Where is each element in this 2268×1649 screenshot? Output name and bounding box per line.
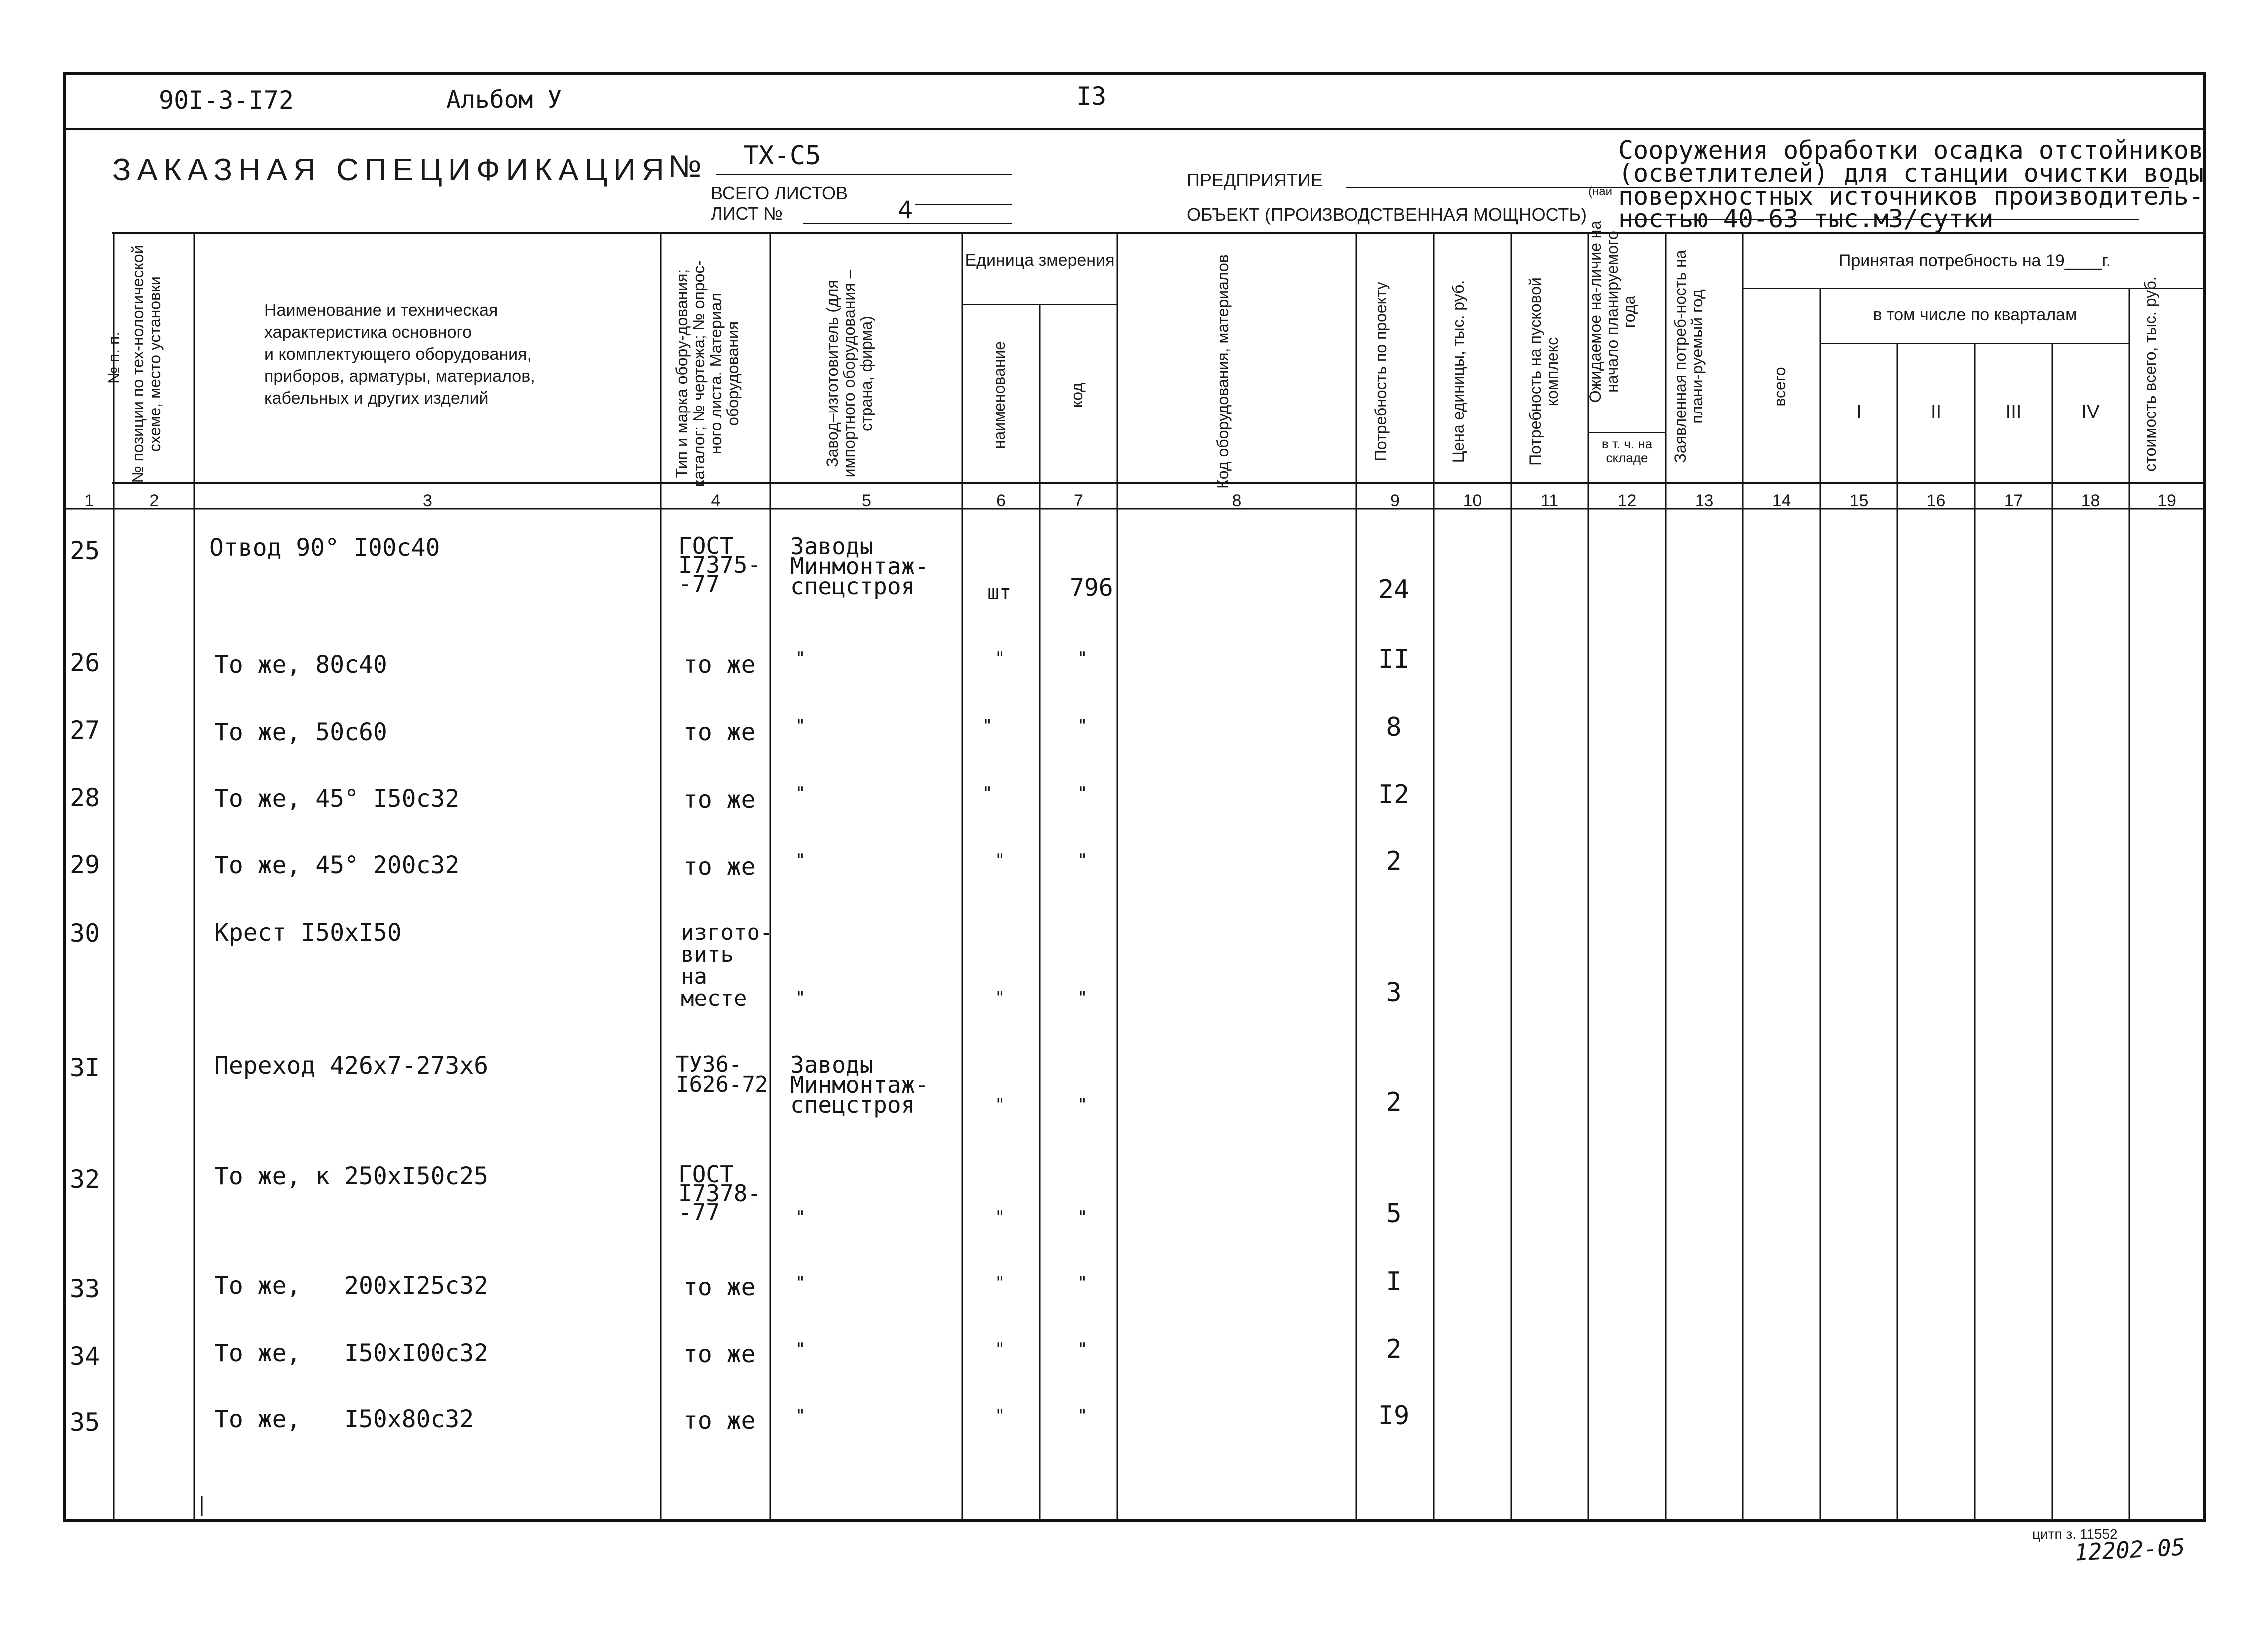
item-type: то же bbox=[683, 853, 756, 881]
col-header-3-line-3: и комплектующего оборудования, bbox=[264, 345, 532, 364]
row-number: 25 bbox=[70, 536, 100, 565]
item-type: ТУ36- I626-72 bbox=[676, 1052, 768, 1097]
item-type: то же bbox=[683, 786, 756, 814]
item-type: то же bbox=[683, 1273, 756, 1301]
quarter-2-header: II bbox=[1930, 402, 1942, 422]
item-maker: " bbox=[795, 1406, 806, 1426]
form-title: ЗАКАЗНАЯ СПЕЦИФИКАЦИЯ bbox=[112, 153, 670, 187]
document-code: 90I-3-I72 bbox=[159, 86, 294, 115]
column-number: 19 bbox=[2157, 491, 2176, 510]
page-number: I3 bbox=[1076, 82, 1107, 111]
row-number: 35 bbox=[70, 1408, 100, 1437]
item-maker: Заводы Минмонтаж- спецстроя bbox=[790, 1051, 929, 1118]
column-number: 15 bbox=[1849, 491, 1869, 510]
footer-stamp: цитп з. 11552 bbox=[2032, 1526, 2118, 1542]
number-sign: № bbox=[668, 149, 702, 184]
item-name: Крест I50хI50 bbox=[214, 919, 402, 947]
item-unit-code: " bbox=[1077, 1273, 1088, 1293]
item-maker: " bbox=[795, 1207, 806, 1227]
item-unit: " bbox=[982, 783, 993, 803]
item-unit-code: " bbox=[1077, 1095, 1088, 1115]
item-quantity: I2 bbox=[1378, 780, 1410, 810]
row-number: 28 bbox=[70, 783, 100, 812]
accepted-need-header: Принятая потребность на 19____г. bbox=[1838, 251, 2111, 270]
item-type: ГОСТ I7378- -77 bbox=[678, 1161, 761, 1226]
column-number: 6 bbox=[996, 491, 1006, 510]
col-header-1: № п. п. bbox=[105, 331, 123, 384]
col-header-3-line-2: характеристика основного bbox=[264, 323, 472, 342]
column-number: 13 bbox=[1695, 491, 1714, 510]
item-unit-code: " bbox=[1077, 988, 1088, 1008]
item-unit: " bbox=[995, 850, 1005, 870]
column-number: 16 bbox=[1926, 491, 1946, 510]
item-quantity: 2 bbox=[1386, 1087, 1402, 1117]
row-number: 3I bbox=[70, 1053, 100, 1082]
item-unit-code: " bbox=[1077, 850, 1088, 870]
item-maker: " bbox=[795, 783, 806, 803]
item-quantity: 2 bbox=[1386, 846, 1402, 876]
row-number: 33 bbox=[70, 1274, 100, 1303]
quarter-3-header: III bbox=[2005, 402, 2022, 422]
item-maker: " bbox=[795, 850, 806, 870]
item-unit-code: " bbox=[1077, 716, 1088, 736]
item-quantity: 3 bbox=[1386, 978, 1402, 1008]
row-number: 32 bbox=[70, 1165, 100, 1194]
item-unit-code: " bbox=[1077, 1207, 1088, 1227]
col-header-12: Ожидаемое на-личие на начало планируемого года bbox=[1586, 220, 1638, 403]
object-label: ОБЪЕКТ (ПРОИЗВОДСТВЕННАЯ МОЩНОСТЬ) bbox=[1187, 205, 1587, 225]
sheet-number-label: ЛИСТ № bbox=[711, 204, 783, 224]
col-header-3-line-4: приборов, арматуры, материалов, bbox=[264, 367, 535, 386]
sheet-number: 4 bbox=[898, 196, 913, 224]
item-type: то же bbox=[683, 651, 756, 679]
column-number: 18 bbox=[2081, 491, 2100, 510]
col-header-9: Потребность по проекту bbox=[1372, 281, 1390, 462]
col-header-2: № позиции по тех-нологической схеме, место установки bbox=[129, 245, 164, 483]
item-name: Отвод 90° I00с40 bbox=[209, 534, 440, 562]
item-maker: " bbox=[795, 1273, 806, 1293]
row-number: 26 bbox=[70, 648, 100, 677]
col-header-7: код bbox=[1068, 382, 1086, 408]
unit-group-header: Единица змерения bbox=[965, 251, 1115, 270]
col-header-5: Завод–изготовитель (для импортного оборудования –страна, фирма) bbox=[823, 269, 875, 478]
item-type: изгото- вить на месте bbox=[681, 920, 773, 1011]
column-number: 3 bbox=[423, 491, 432, 510]
column-number: 1 bbox=[84, 491, 94, 510]
item-unit-code: " bbox=[1077, 783, 1088, 803]
column-number: 11 bbox=[1540, 491, 1559, 510]
enterprise-label: ПРЕДПРИЯТИЕ bbox=[1187, 170, 1323, 190]
item-name: То же, 80с40 bbox=[214, 651, 387, 679]
item-type: то же bbox=[683, 718, 756, 746]
row-number: 29 bbox=[70, 850, 100, 879]
quarter-1-header: I bbox=[1856, 402, 1862, 422]
item-name: То же, I50х80с32 bbox=[214, 1405, 474, 1433]
col-header-10: Цена единицы, тыс. руб. bbox=[1449, 280, 1467, 463]
col-header-8: Код оборудования, материалов bbox=[1214, 254, 1232, 489]
column-number: 12 bbox=[1617, 491, 1637, 510]
item-quantity: 8 bbox=[1386, 712, 1402, 742]
item-maker: " bbox=[795, 988, 806, 1008]
item-unit: шт bbox=[987, 581, 1012, 604]
object-line-3: поверхностных источников производитель- bbox=[1618, 182, 2204, 210]
col-header-3-line-5: кабельных и других изделий bbox=[264, 389, 489, 408]
col-header-3-line-1: Наименование и техническая bbox=[264, 301, 498, 320]
item-unit: " bbox=[995, 988, 1005, 1008]
object-note: (наи bbox=[1588, 185, 1612, 198]
album-label: Альбом У bbox=[446, 86, 562, 114]
row-number: 34 bbox=[70, 1342, 100, 1371]
col-header-12-sub: в т. ч. на складе bbox=[1601, 436, 1653, 465]
item-unit-code: " bbox=[1077, 1406, 1088, 1426]
object-line-4: ностью 40-63 тыс.м3/сутки bbox=[1618, 205, 1994, 233]
item-unit: " bbox=[995, 1406, 1005, 1426]
item-quantity: 5 bbox=[1386, 1199, 1402, 1229]
item-name: То же, 45° 200с32 bbox=[214, 851, 460, 879]
item-unit-code: 796 bbox=[1070, 574, 1113, 602]
item-maker: " bbox=[795, 1339, 806, 1359]
col-header-3 bbox=[264, 299, 535, 409]
item-unit: " bbox=[995, 1207, 1005, 1227]
quarters-header: в том числе по кварталам bbox=[1873, 305, 2077, 324]
col-header-14: всего bbox=[1771, 367, 1789, 407]
item-type: то же bbox=[683, 1340, 756, 1368]
item-unit-code: " bbox=[1077, 648, 1088, 668]
item-unit: " bbox=[995, 1095, 1005, 1115]
item-unit: " bbox=[982, 716, 993, 736]
item-name: То же, 200хI25с32 bbox=[214, 1272, 489, 1300]
item-type: ГОСТ I7375- -77 bbox=[678, 532, 761, 597]
column-number: 10 bbox=[1463, 491, 1482, 510]
col-header-6: наименование bbox=[990, 341, 1008, 449]
item-name: Переход 426х7-273х6 bbox=[214, 1052, 489, 1080]
object-line-2: (осветлителей) для станции очистки воды bbox=[1618, 159, 2204, 188]
col-header-19: стоимость всего, тыс. руб. bbox=[2141, 276, 2159, 472]
item-unit: " bbox=[995, 1273, 1005, 1293]
column-number: 8 bbox=[1232, 491, 1242, 510]
column-number: 14 bbox=[1772, 491, 1791, 510]
column-number: 2 bbox=[149, 491, 159, 510]
item-maker: " bbox=[795, 648, 806, 668]
item-maker: Заводы Минмонтаж- спецстроя bbox=[790, 533, 929, 600]
col-header-4: Тип и марка обору-дования; каталог; № чертежа; № опрос-ного листа. Материал оборудования bbox=[673, 260, 742, 487]
total-sheets-label: ВСЕГО ЛИСТОВ bbox=[711, 183, 848, 203]
item-unit: " bbox=[995, 648, 1005, 668]
col-header-13: Заявленная потреб-ность на плани-руемый год bbox=[1671, 250, 1706, 463]
item-unit: " bbox=[995, 1339, 1005, 1359]
quarter-4-header: IV bbox=[2081, 402, 2100, 422]
item-unit-code: " bbox=[1077, 1339, 1088, 1359]
item-quantity: I bbox=[1386, 1267, 1402, 1297]
row-number: 30 bbox=[70, 919, 100, 948]
item-name: То же, I50хI00с32 bbox=[214, 1339, 489, 1367]
item-quantity: 2 bbox=[1386, 1334, 1402, 1364]
item-name: То же, 50с60 bbox=[214, 718, 387, 746]
column-number: 17 bbox=[2004, 491, 2023, 510]
item-quantity: I9 bbox=[1378, 1401, 1410, 1431]
item-quantity: 24 bbox=[1378, 575, 1410, 605]
spec-number: ТХ-С5 bbox=[743, 141, 821, 171]
col-header-11: Потребность на пусковой комплекс bbox=[1526, 277, 1561, 466]
item-quantity: II bbox=[1378, 644, 1410, 674]
row-number: 27 bbox=[70, 716, 100, 745]
inventory-number: 12202-05 bbox=[2074, 1533, 2186, 1566]
item-name: То же, к 250хI50с25 bbox=[214, 1162, 489, 1190]
item-type: то же bbox=[683, 1407, 756, 1435]
column-number: 5 bbox=[862, 491, 871, 510]
item-name: То же, 45° I50с32 bbox=[214, 785, 460, 813]
column-number: 4 bbox=[711, 491, 721, 510]
column-number: 7 bbox=[1074, 491, 1083, 510]
object-line-1: Сооружения обработки осадка отстойников bbox=[1618, 136, 2204, 165]
column-number: 9 bbox=[1390, 491, 1400, 510]
item-maker: " bbox=[795, 716, 806, 736]
